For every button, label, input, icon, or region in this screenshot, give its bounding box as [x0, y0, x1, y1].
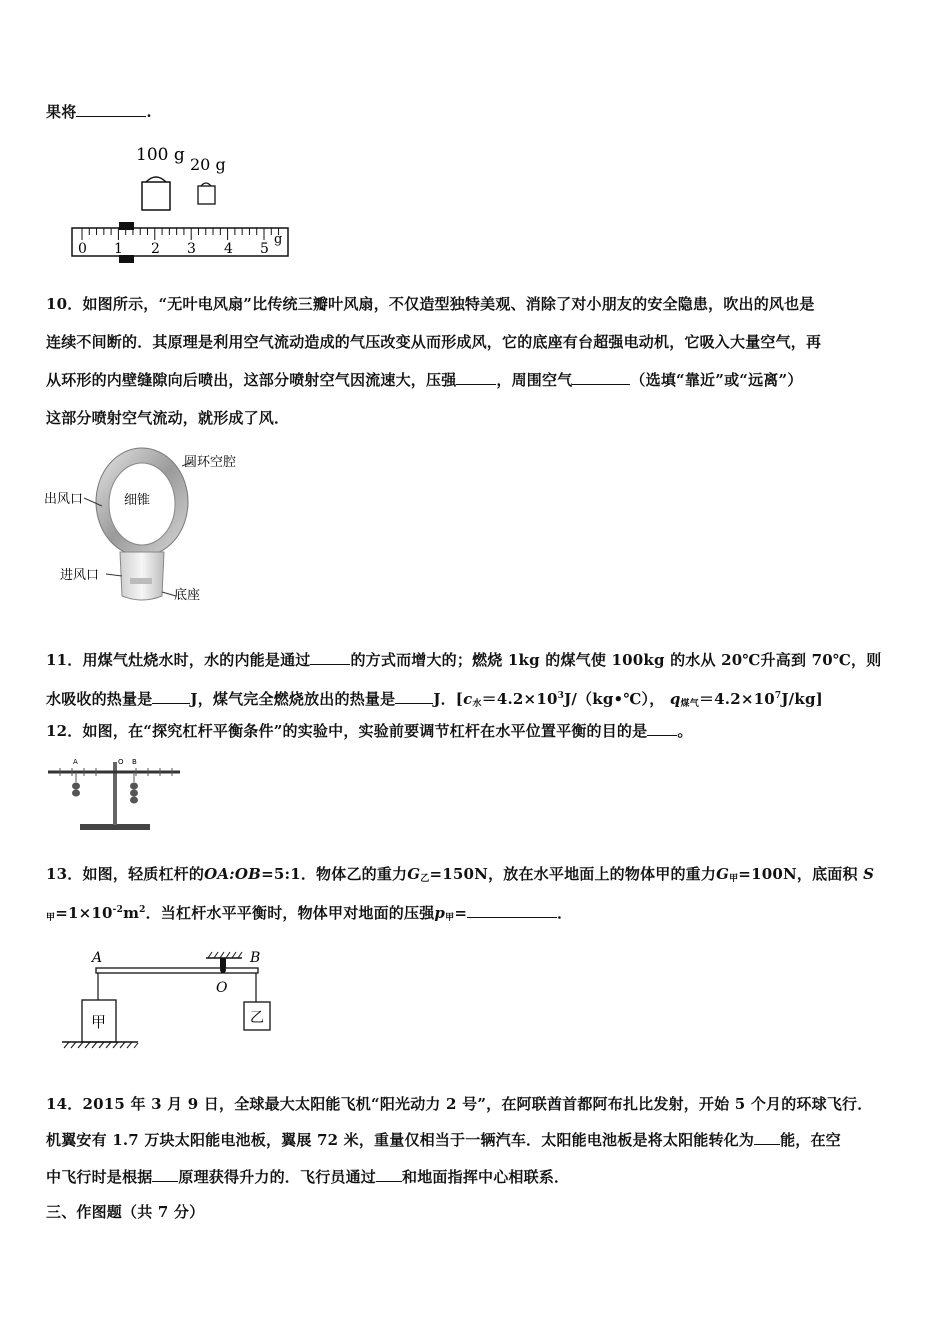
point-b-label: B: [132, 758, 137, 766]
weight-20g-label: 20 g: [190, 155, 226, 174]
tick-label: 3: [187, 241, 196, 257]
answer-blank[interactable]: [152, 1167, 178, 1182]
q11-line1: 11．用煤气灶烧水时，水的内能是通过 的方式而增大的；燃烧 1kg 的煤气使 100kg 的水从 20℃升高到 70℃，则: [46, 651, 882, 669]
tick-label: 0: [78, 241, 87, 257]
answer-blank[interactable]: [647, 721, 677, 736]
tick-label: 1: [114, 241, 123, 257]
label-base: 底座: [174, 588, 201, 603]
q10-line4: 这部分喷射空气流动，就形成了风．: [46, 409, 290, 427]
q10-line2: 连续不间断的．其原理是利用空气流动造成的气压改变从而形成风，它的底座有台超强电动机，它吸入大量空气，再: [46, 333, 822, 351]
answer-blank[interactable]: [395, 689, 433, 704]
answer-blank[interactable]: [467, 903, 557, 918]
q10-line3: 从环形的内壁缝隙向后喷出，这部分喷射空气因流速大，压强 ，周围空气 （选填“靠近”或“远离”）: [46, 371, 803, 389]
object-jia-label: 甲: [91, 1013, 107, 1031]
q12-line: 12．如图，在“探究杠杆平衡条件”的实验中，实验前要调节杠杆在水平位置平衡的目的是 。: [46, 722, 693, 740]
weights-left: [72, 783, 80, 797]
answer-blank[interactable]: [376, 1167, 402, 1182]
q11-line2: 水吸收的热量是 J，煤气完全燃烧放出的热量是 J．[$c_水=4.2\times 10^3J/(kg•℃)$， $q_{煤气}=4.2\times 10^7J/kg$]: [46, 690, 823, 709]
slider-rider-top: [119, 222, 134, 230]
figure-balance-scale: [68, 142, 293, 264]
scale-bar: [72, 222, 288, 263]
scale-unit: g: [274, 232, 283, 247]
label-cone: 细锥: [124, 493, 151, 508]
label-inlet: 进风口: [60, 568, 100, 583]
answer-blank[interactable]: [456, 370, 496, 385]
q13-line1: 13．如图，轻质杠杆的OA:OB=5:1．物体乙的重力$G_乙=150N$，放在水平地面上的物体甲的重力$G_甲=100N$，底面积 S: [46, 865, 875, 884]
object-yi-label: 乙: [250, 1010, 264, 1026]
fan-base: [120, 552, 164, 600]
weights-right: [130, 783, 138, 804]
figure-lever-balance: [46, 752, 186, 834]
figure-bladeless-fan: [44, 446, 254, 616]
weight-100g-label: 100 g: [136, 145, 185, 165]
weight-100g: [142, 177, 170, 210]
figure-lever-weights: [60, 944, 280, 1054]
point-a-label: A: [73, 758, 78, 766]
q14-line1: 14．2015 年 3 月 9 日，全球最大太阳能飞机“阳光动力 2 号”，在阿联酋首都阿布扎比发射，开始 5 个月的环球飞行．: [46, 1095, 873, 1113]
tick-label: 2: [151, 241, 160, 257]
section-title: 三、作图题（共 7 分）: [46, 1203, 205, 1221]
label-outlet: 出风口: [44, 492, 84, 507]
answer-blank[interactable]: [572, 370, 630, 385]
point-o-label: O: [118, 758, 124, 766]
point-b-label: B: [250, 950, 261, 966]
q14-line3: 中飞行时是根据 原理获得升力的．飞行员通过 和地面指挥中心相联系．: [46, 1168, 570, 1186]
q10-line1: 10．如图所示，“无叶电风扇”比传统三瓣叶风扇，不仅造型独特美观、消除了对小朋友的安全隐患，吹出的风也是: [46, 295, 815, 313]
lever-beam: [96, 968, 258, 973]
q13-line2: $_甲=1\times 10^{-2}m^2$．当杠杆水平平衡时，物体甲对地面的压强$p_甲=$ ．: [46, 904, 573, 923]
point-o-label: O: [216, 980, 228, 996]
tick-label: 4: [224, 241, 233, 257]
answer-blank[interactable]: [754, 1130, 780, 1145]
q14-line2: 机翼安有 1.7 万块太阳能电池板，翼展 72 米，重量仅相当于一辆汽车．太阳能电池板是将太阳能转化为 能，在空: [46, 1131, 841, 1149]
tick-label: 5: [260, 241, 269, 257]
answer-blank[interactable]: [152, 689, 190, 704]
point-a-label: A: [92, 950, 103, 966]
answer-blank[interactable]: [310, 650, 350, 665]
label-ring-cavity: 圆环空腔: [184, 455, 237, 470]
weight-20g: [198, 183, 215, 204]
answer-blank[interactable]: [76, 102, 146, 117]
q9-tail: 果将 .: [46, 103, 152, 121]
